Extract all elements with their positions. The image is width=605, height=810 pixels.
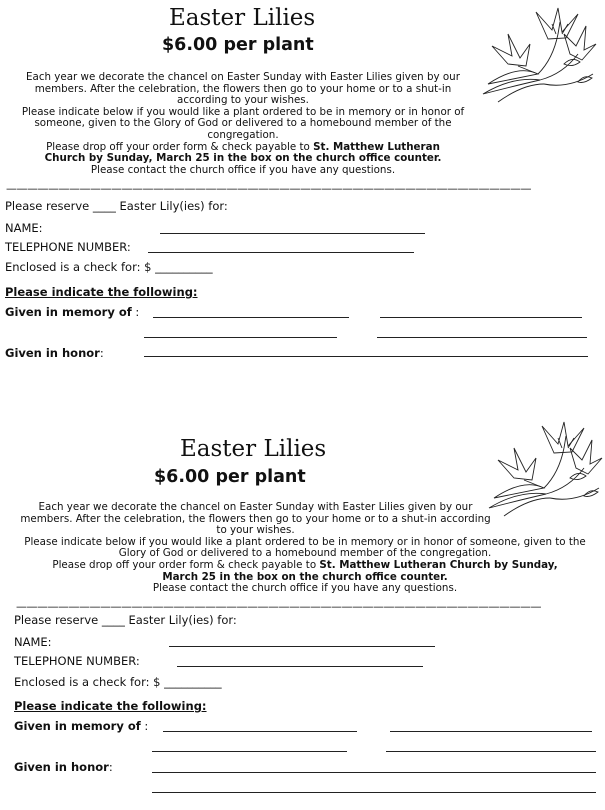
honor-label: Given in honor — [5, 346, 100, 360]
dropoff-paragraph — [10, 560, 600, 583]
name-field[interactable] — [169, 646, 435, 647]
form-title: Easter Lilies — [180, 436, 327, 462]
dropoff-text: Please drop off your order form & check payable to — [52, 558, 320, 571]
honor-colon: : — [108, 760, 113, 774]
dropoff-location: St. Matthew Lutheran Church by Sunday, March 25 in the box on the church office counter. — [44, 140, 442, 165]
reserve-label: Please reserve ____ Easter Lily(ies) for: — [5, 199, 228, 213]
memory-label-row — [14, 719, 148, 733]
intro-paragraph: Each year we decorate the chancel on Easter Sunday with Easter Lilies given by our members. After the celebration, the flowers then go to your home or to a shut-in according to your wishes. — [20, 501, 491, 537]
telephone-field[interactable] — [177, 666, 423, 667]
dropoff-text: Please drop off your order form & check payable to — [46, 140, 314, 153]
memory-colon: : — [140, 719, 149, 733]
contact-note: Please contact the church office if you have any questions. — [152, 582, 458, 595]
memory-field-2[interactable] — [390, 731, 592, 732]
cut-line: —————————————————————————————————————————————————— — [16, 601, 541, 613]
indicate-heading: Please indicate the following: — [5, 285, 198, 299]
price-heading: $6.00 per plant — [162, 35, 314, 55]
contact-note: Please contact the church office if you have any questions. — [90, 163, 396, 176]
telephone-label: TELEPHONE NUMBER: — [14, 654, 140, 668]
name-label: NAME: — [14, 635, 52, 649]
check-amount-field[interactable]: Enclosed is a check for: $ __________ — [5, 260, 213, 274]
memory-field-1[interactable] — [163, 731, 357, 732]
instructions-paragraph: Please indicate below if you would like a plant ordered to be in memory or in honor of someone, given to the Glory of God or delivered to a homebound member of the congregation. — [21, 105, 465, 141]
honor-label: Given in honor — [14, 760, 109, 774]
name-label: NAME: — [5, 221, 43, 235]
cut-line: —————————————————————————————————————————————————— — [6, 183, 531, 195]
memory-label: Given in memory of — [14, 719, 141, 733]
honor-label-row — [14, 760, 113, 774]
check-amount-field[interactable]: Enclosed is a check for: $ __________ — [14, 675, 222, 689]
memory-label: Given in memory of — [5, 305, 132, 319]
memory-colon: : — [131, 305, 140, 319]
reserve-label: Please reserve ____ Easter Lily(ies) for: — [14, 613, 237, 627]
indicate-heading: Please indicate the following: — [14, 699, 207, 713]
memory-field-4[interactable] — [386, 751, 596, 752]
honor-field-1[interactable] — [152, 772, 596, 773]
honor-field-2[interactable] — [152, 792, 596, 793]
intro-text — [10, 502, 600, 595]
intro-paragraph: Each year we decorate the chancel on Easter Sunday with Easter Lilies given by our members. After the celebration, the flowers then go to your home or to a shut-in according to your wishes. — [26, 71, 460, 107]
memory-field-3[interactable] — [152, 751, 347, 752]
honor-colon: : — [99, 346, 104, 360]
instructions-paragraph: Please indicate below if you would like a plant ordered to be in memory or in honor of someone, given to the Glory of God or delivered to a homebound member of the congregation. — [24, 535, 586, 560]
dropoff-location: St. Matthew Lutheran Church by Sunday, March 25 in the box on the church office counter. — [162, 558, 558, 583]
form-title: Easter Lilies — [169, 5, 316, 31]
telephone-label: TELEPHONE NUMBER: — [5, 240, 131, 254]
price-heading: $6.00 per plant — [154, 467, 306, 487]
